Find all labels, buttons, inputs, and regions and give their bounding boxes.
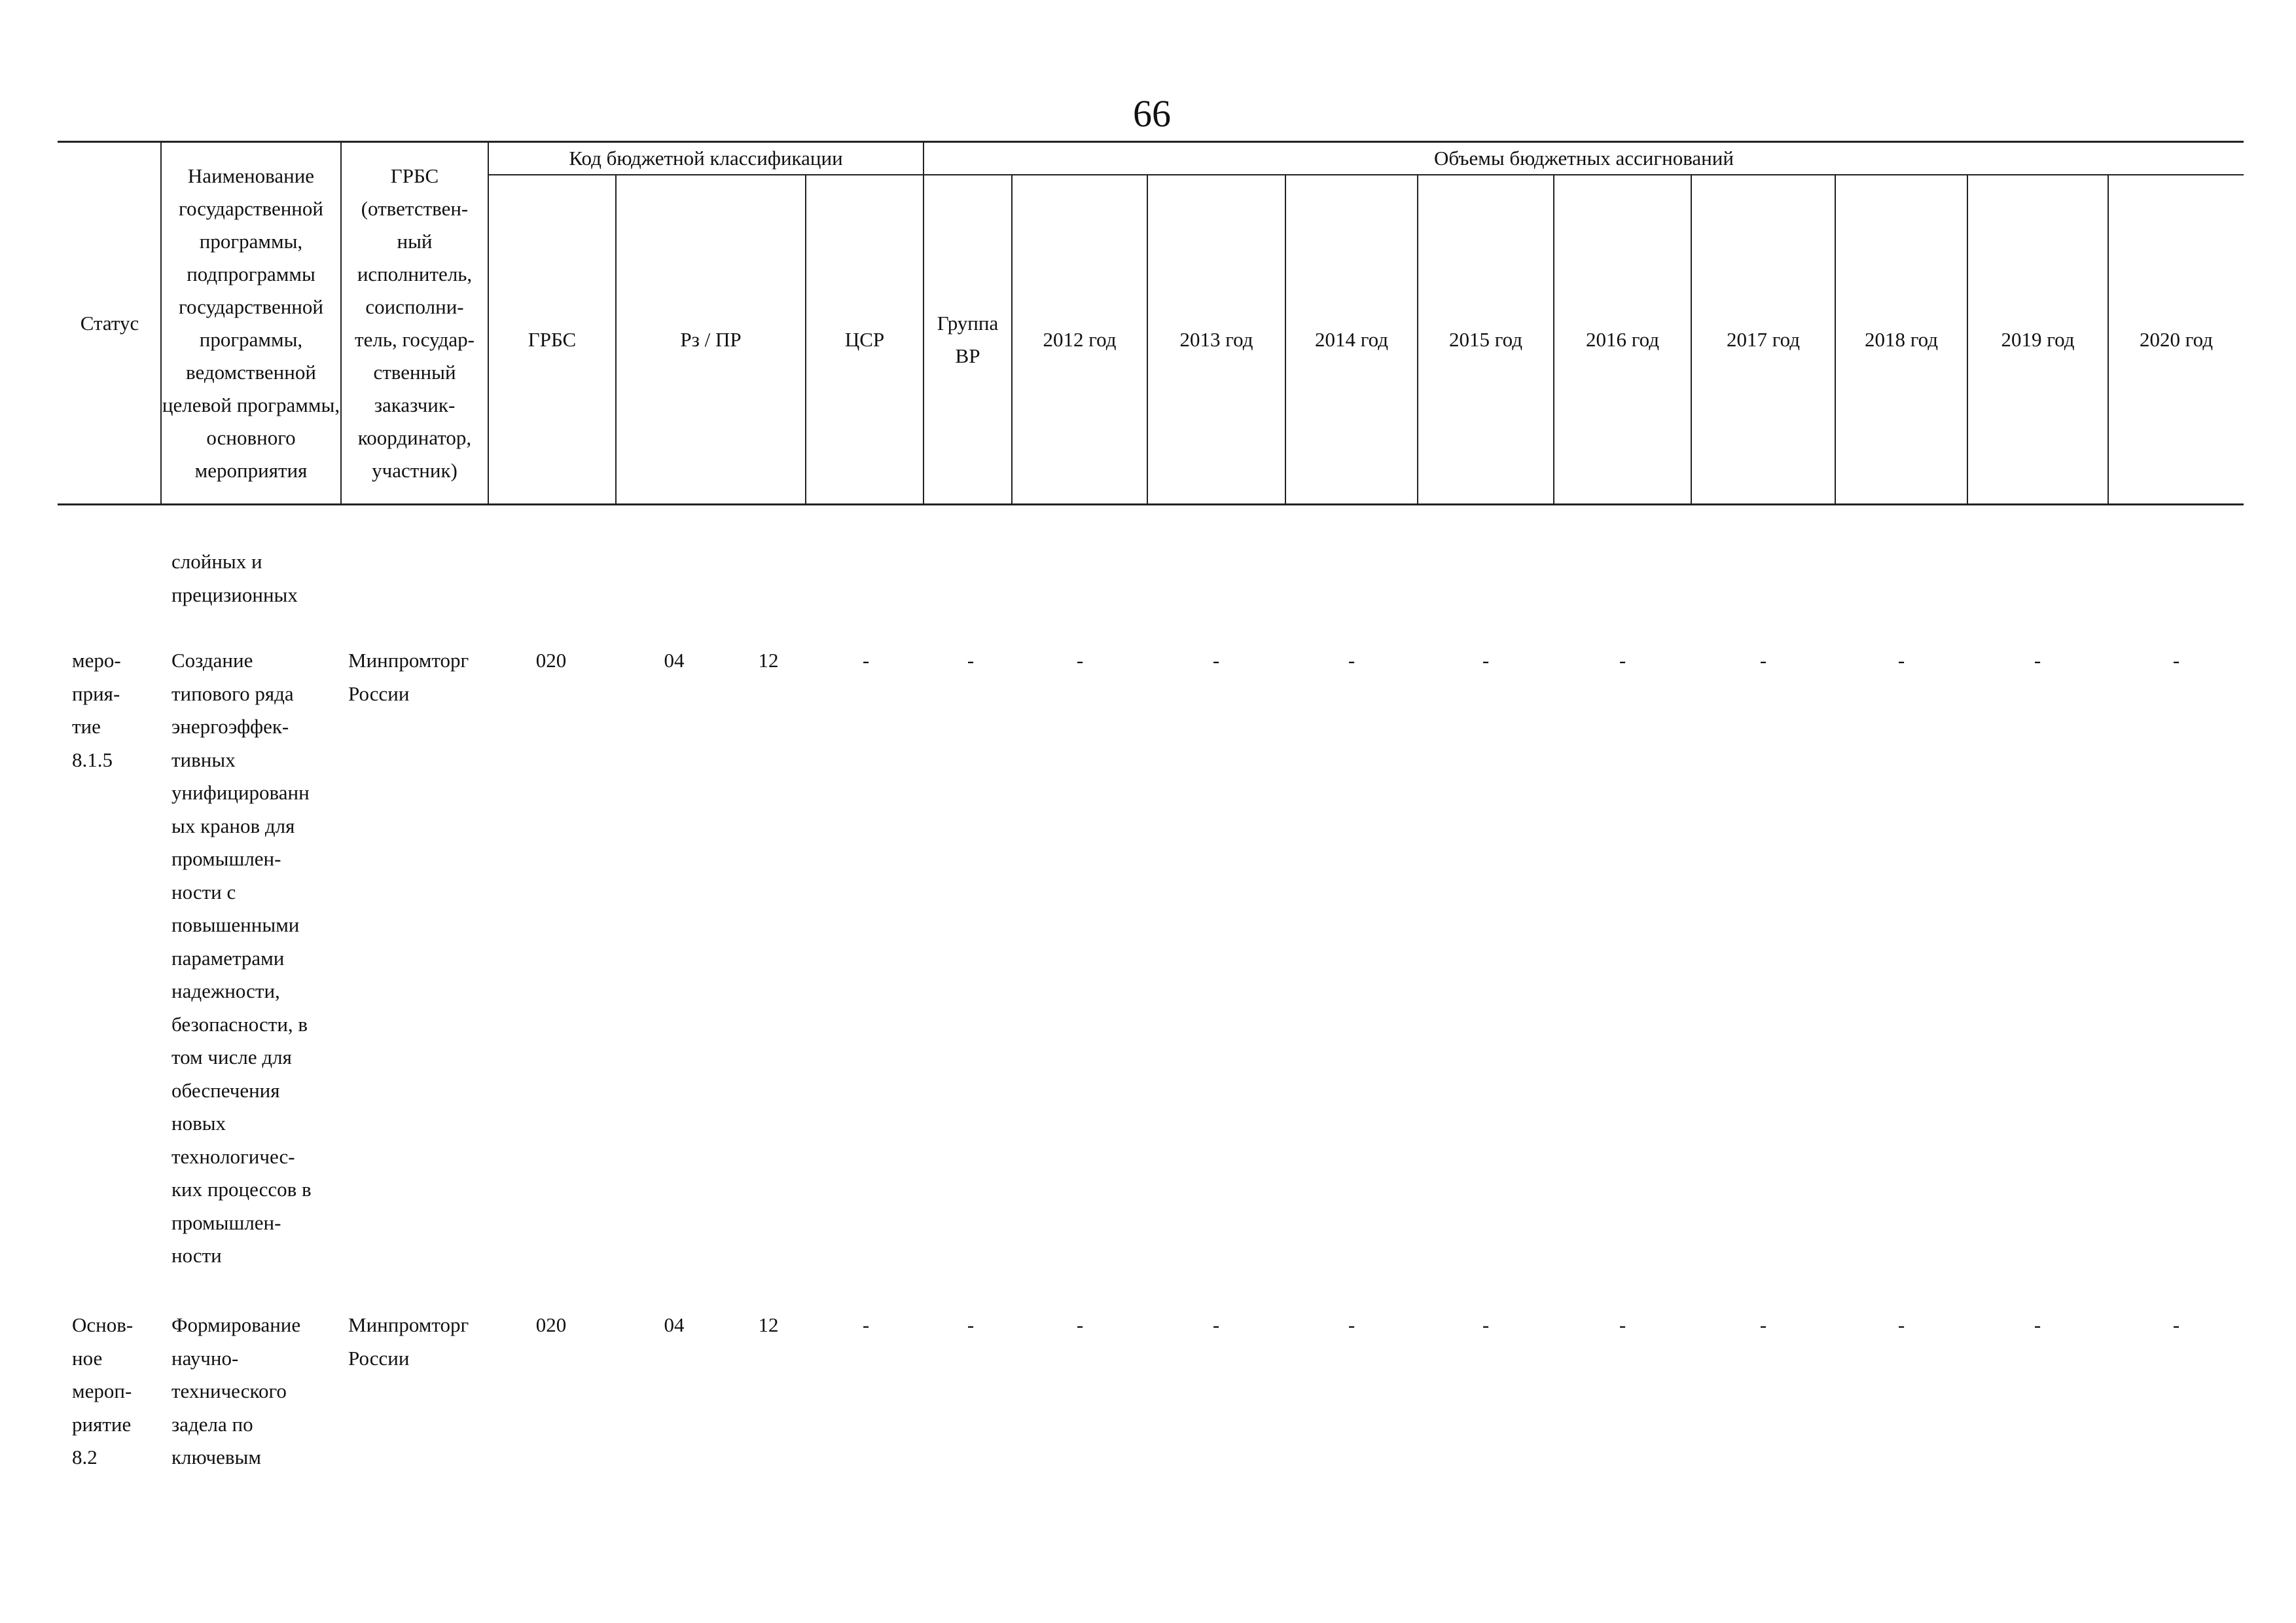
header-year: 2018 год <box>1864 327 1939 351</box>
row-year-value: - <box>1212 649 1220 672</box>
row-year-value: - <box>2172 649 2180 672</box>
row-grbs-code: 020 <box>535 649 567 672</box>
row-pr-code: 12 <box>758 1313 779 1336</box>
header-grbs: ГРБС <box>528 327 577 351</box>
row-grbs-responsible: Минпромторг России <box>348 1313 469 1370</box>
row-year-value: - <box>1076 649 1084 672</box>
row-pr-code: 12 <box>758 649 779 672</box>
row-year-value: - <box>1482 1313 1490 1336</box>
header-budget-code-group: Код бюджетной классификации <box>569 147 843 170</box>
row-program-name: Формирование научно- технического задела по ключевым <box>171 1313 301 1468</box>
header-rz-pr: Рз / ПР <box>680 327 742 351</box>
header-year: 2012 год <box>1043 327 1117 351</box>
header-year: 2016 год <box>1585 327 1660 351</box>
header-volumes-group: Объемы бюджетных ассигнований <box>1434 147 1734 170</box>
row-year-value: - <box>2034 1313 2041 1336</box>
row-vr-value: - <box>967 649 975 672</box>
row-year-value: - <box>1619 1313 1626 1336</box>
header-year: 2013 год <box>1179 327 1253 351</box>
row-year-value: - <box>1348 649 1355 672</box>
header-year: 2017 год <box>1726 327 1801 351</box>
row-year-value: - <box>2034 649 2041 672</box>
row-year-value: - <box>2172 1313 2180 1336</box>
row-rz-code: 04 <box>664 1313 685 1336</box>
page-number: 66 <box>1133 92 1171 135</box>
row-grbs-code: 020 <box>535 1313 567 1336</box>
row-csr-value: - <box>862 1313 870 1336</box>
row-year-value: - <box>1759 1313 1767 1336</box>
row-year-value: - <box>1897 649 1905 672</box>
header-year: 2020 год <box>2139 327 2214 351</box>
continuation-text: слойных и прецизионных <box>171 550 298 606</box>
row-csr-value: - <box>862 649 870 672</box>
row-year-value: - <box>1212 1313 1220 1336</box>
row-status: Основ- ное мероп- риятие 8.2 <box>72 1313 134 1468</box>
row-year-value: - <box>1076 1313 1084 1336</box>
row-rz-code: 04 <box>664 649 685 672</box>
header-program-name: Наименование государственной программы, подпрограммы государственной программы, ведомственной целевой программы, основного мероприятия <box>162 164 340 482</box>
row-year-value: - <box>1759 649 1767 672</box>
header-status: Статус <box>80 311 139 335</box>
header-year: 2015 год <box>1448 327 1523 351</box>
row-year-value: - <box>1348 1313 1355 1336</box>
header-grbs-responsible: ГРБС (ответствен- ный исполнитель, соисполни- тель, государ- ственный заказчик-координатор, участник) <box>355 164 475 482</box>
row-status: меро- прия- тие 8.1.5 <box>72 649 121 771</box>
row-grbs-responsible: Минпромторг России <box>348 649 469 705</box>
row-year-value: - <box>1482 649 1490 672</box>
header-bottom-rule <box>58 503 2244 505</box>
header-year: 2014 год <box>1314 327 1389 351</box>
header-vr-group: Группа ВР <box>937 311 999 367</box>
row-year-value: - <box>1897 1313 1905 1336</box>
header-csr: ЦСР <box>844 327 885 351</box>
row-year-value: - <box>1619 649 1626 672</box>
row-vr-value: - <box>967 1313 975 1336</box>
header-year: 2019 год <box>2001 327 2075 351</box>
row-program-name: Создание типового ряда энергоэффек- тивных унифицированн ых кранов для промышлен- ности с повышенными параметрами надежности, безопасности, в том числе для обеспечения новых технологичес- ких процессов в промышлен- ности <box>171 649 312 1267</box>
